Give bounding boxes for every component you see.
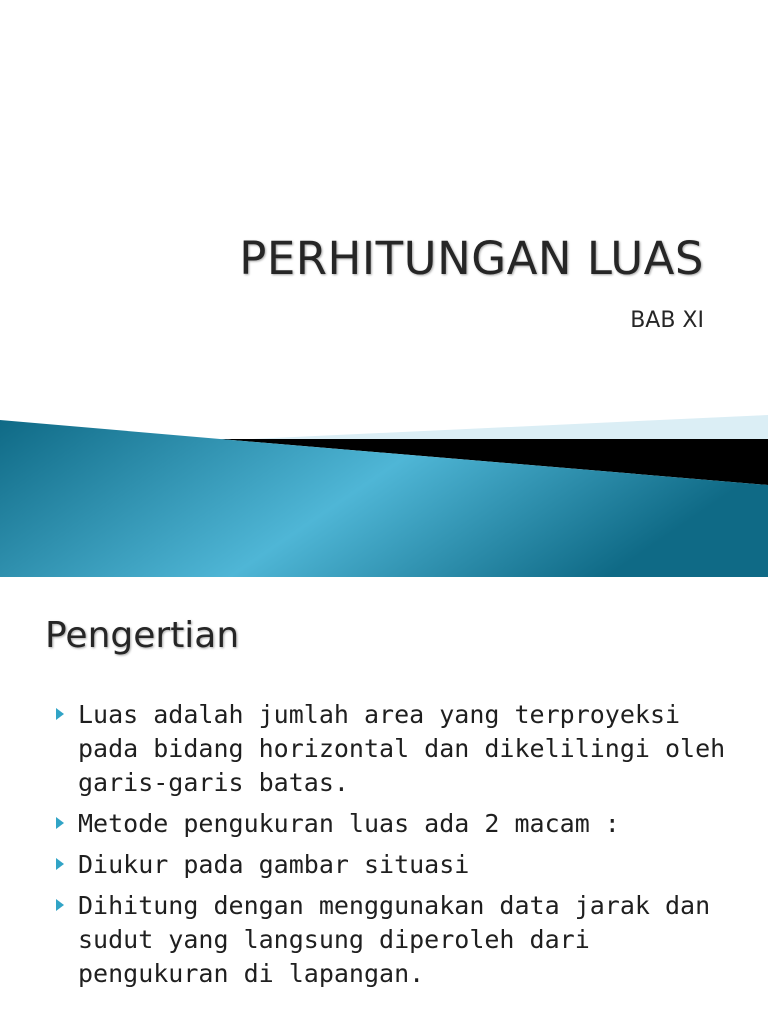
decorative-banner — [0, 405, 768, 577]
bullet-item — [52, 848, 742, 882]
triangle-right-icon — [56, 708, 64, 720]
bullet-text: Metode pengukuran luas ada 2 macam : — [78, 809, 620, 838]
slide-title: PERHITUNGAN LUAS — [239, 232, 704, 285]
bullet-text: Dihitung dengan menggunakan data jarak dan sudut yang langsung diperoleh dari pengukuran di lapangan. — [78, 891, 711, 988]
bullet-item — [52, 698, 742, 800]
bullet-text: Luas adalah jumlah area yang terproyeksi pada bidang horizontal dan dikelilingi oleh garis-garis batas. — [78, 700, 726, 797]
triangle-right-icon — [56, 817, 64, 829]
bullet-list — [52, 698, 742, 998]
bullet-text: Diukur pada gambar situasi — [78, 850, 470, 879]
slide-heading: Pengertian — [45, 615, 240, 656]
triangle-right-icon — [56, 899, 64, 911]
banner-pale-band — [230, 415, 768, 440]
slide-subtitle: BAB XI — [630, 308, 704, 333]
bullet-item — [52, 889, 742, 991]
bullet-item — [52, 807, 742, 841]
content-slide — [0, 577, 768, 1024]
triangle-right-icon — [56, 858, 64, 870]
